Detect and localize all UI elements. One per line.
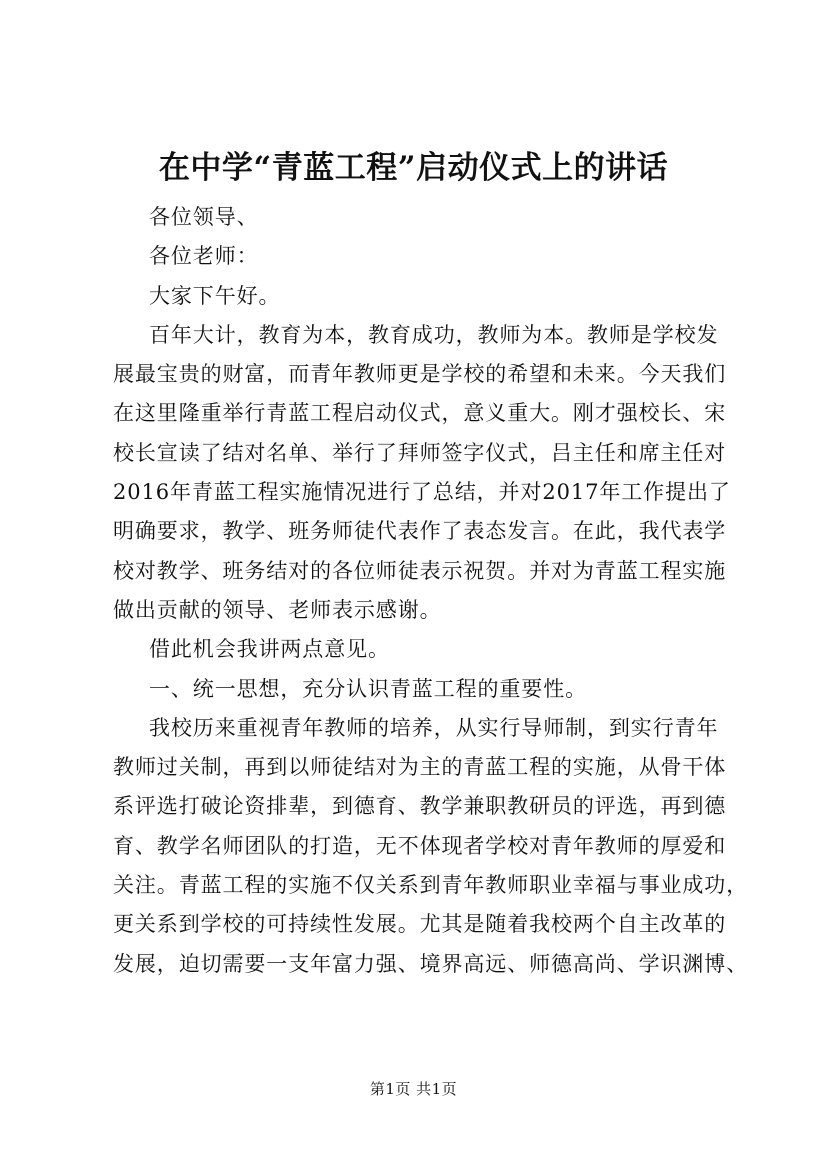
document-title: 在中学“青蓝工程”启动仪式上的讲话 (158, 150, 669, 186)
paragraph-line: 我校历来重视青年教师的培养，从实行导师制，到实行青年 (149, 715, 719, 740)
paragraph-line: 2016年青蓝工程实施情况进行了总结，并对2017年工作提出了 (113, 480, 731, 505)
paragraph-line: 教师过关制，再到以师徒结对为主的青蓝工程的实施，从骨干体 (113, 755, 727, 780)
paragraph-line: 做出贡献的领导、老师表示感谢。 (113, 597, 442, 622)
section-heading: 一、统一思想，充分认识青蓝工程的重要性。 (149, 676, 587, 701)
paragraph-line: 校对教学、班务结对的各位师徒表示祝贺。并对为青蓝工程实施 (113, 558, 727, 583)
paragraph-line: 在这里隆重举行青蓝工程启动仪式，意义重大。刚才强校长、宋 (113, 401, 727, 426)
paragraph-line: 关注。青蓝工程的实施不仅关系到青年教师职业幸福与事业成功， (113, 873, 749, 898)
paragraph-line: 发展，迫切需要一支年富力强、境界高远、师德高尚、学识渊博、 (113, 951, 749, 976)
document-body (113, 198, 749, 984)
paragraph-line: 明确要求，教学、班务师徒代表作了表态发言。在此，我代表学 (113, 519, 727, 544)
greeting: 大家下午好。 (149, 283, 281, 308)
paragraph-line: 百年大计，教育为本，教育成功，教师为本。教师是学校发 (149, 322, 719, 347)
paragraph-line: 育、教学名师团队的打造，无不体现者学校对青年教师的厚爱和 (113, 833, 727, 858)
salutation-leaders: 各位领导、 (149, 205, 259, 229)
paragraph-line: 更关系到学校的可持续性发展。尤其是随着我校两个自主改革的 (113, 912, 727, 937)
paragraph-line: 校长宣读了结对名单、举行了拜师签字仪式，吕主任和席主任对 (113, 440, 727, 465)
page-number: 第1页 共1页 (369, 1080, 458, 1098)
salutation-teachers: 各位老师： (149, 244, 259, 269)
paragraph-line: 借此机会我讲两点意见。 (149, 637, 390, 662)
paragraph-line: 展最宝贵的财富，而青年教师更是学校的希望和未来。今天我们 (113, 362, 727, 387)
paragraph-line: 系评选打破论资排辈，到德育、教学兼职教研员的评选，再到德 (113, 794, 727, 819)
